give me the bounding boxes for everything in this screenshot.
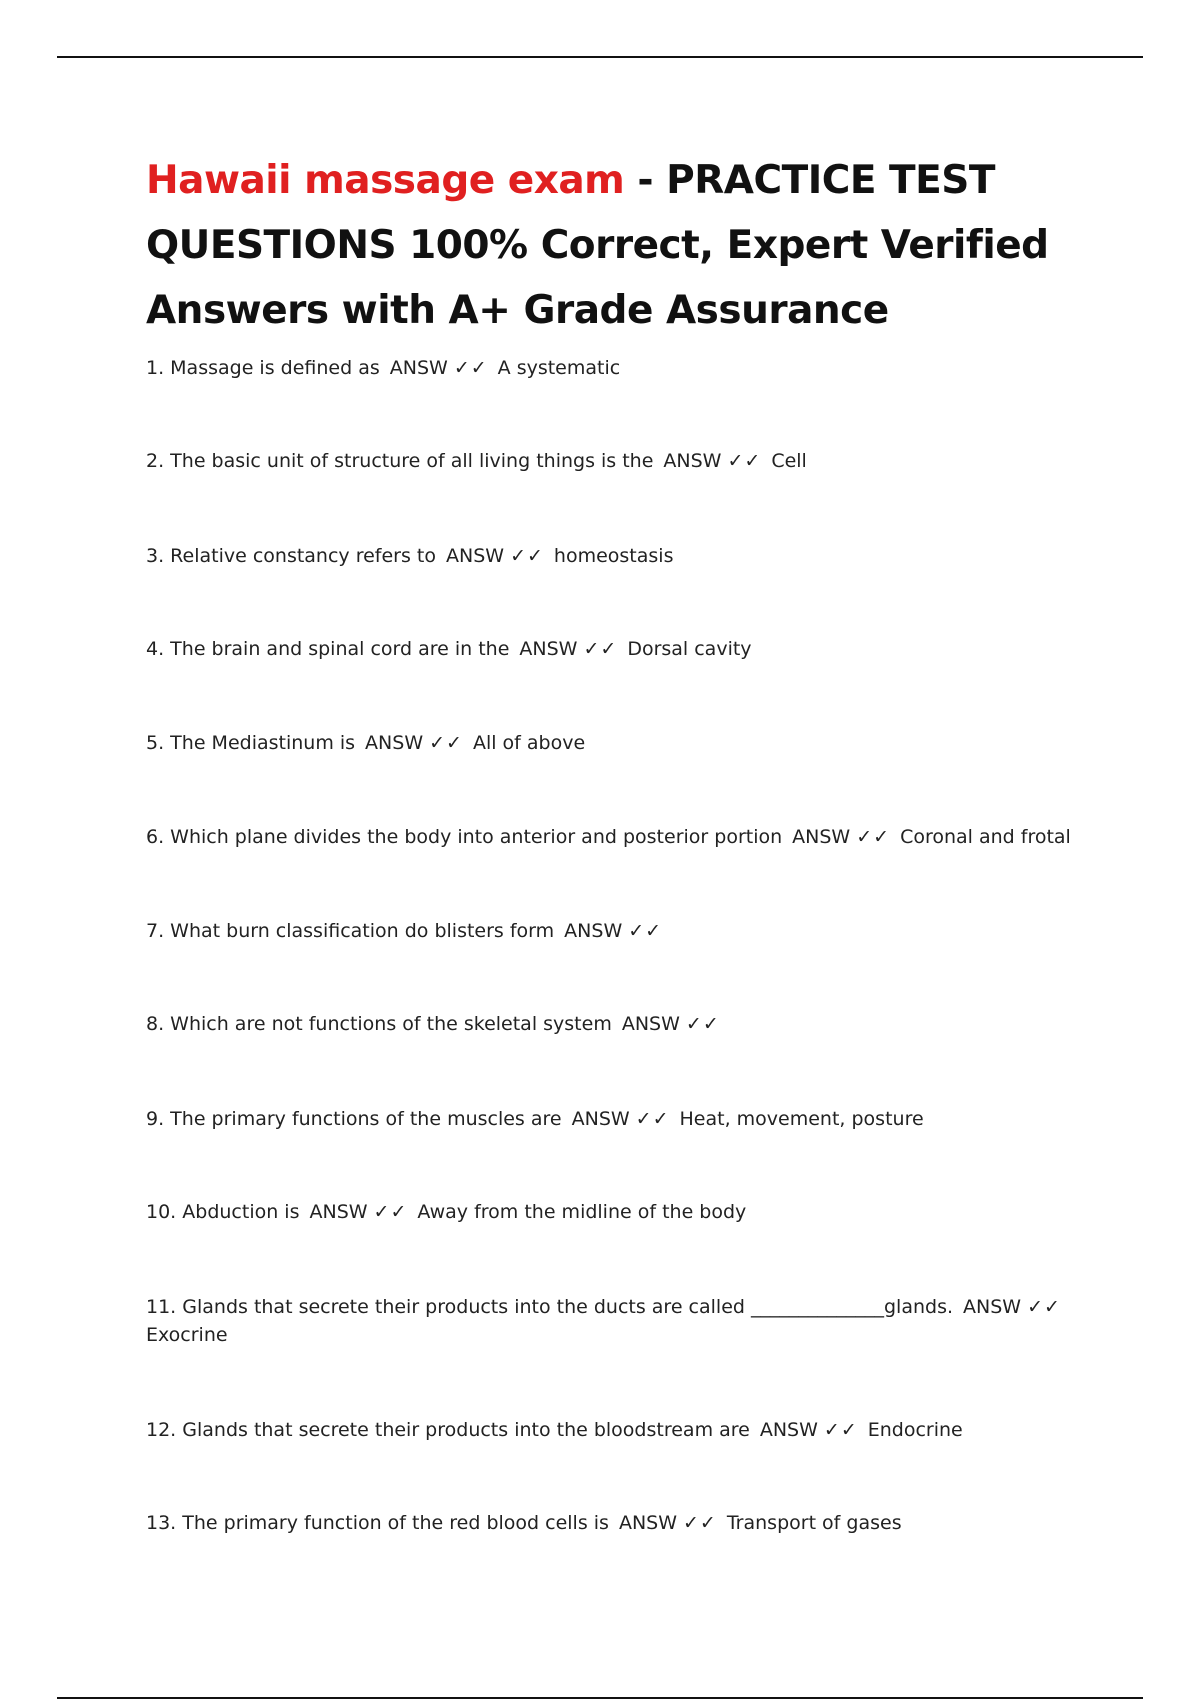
check-icon: ✓✓	[628, 920, 663, 942]
question-text: 9. The primary functions of the muscles are	[146, 1108, 562, 1130]
check-icon: ✓✓	[453, 357, 488, 379]
title-accent: Hawaii massage exam	[146, 158, 625, 203]
answer-marker: ANSW	[365, 732, 424, 754]
answer-marker: ANSW	[759, 1419, 818, 1441]
question-text: 3. Relative constancy refers to	[146, 545, 436, 567]
answer-text: Endocrine	[867, 1419, 963, 1441]
answer-marker: ANSW	[618, 1512, 678, 1534]
question-text: 13. The primary function of the red blood cells is	[146, 1512, 609, 1534]
check-icon: ✓✓	[823, 1419, 858, 1441]
question-item-2	[146, 447, 1086, 475]
check-icon: ✓✓	[510, 545, 544, 567]
answer-text: Exocrine	[146, 1324, 228, 1346]
answer-marker: ANSW	[519, 638, 578, 660]
answer-marker: ANSW	[963, 1296, 1022, 1318]
check-icon: ✓✓	[856, 826, 891, 848]
answer-marker: ANSW	[663, 450, 722, 472]
answer-marker: ANSW	[571, 1108, 630, 1130]
answer-marker: ANSW	[564, 920, 623, 942]
check-icon: ✓✓	[685, 1013, 720, 1035]
question-text: 6. Which plane divides the body into anterior and posterior portion	[146, 826, 783, 848]
question-text: 1. Massage is defined as	[146, 357, 380, 379]
title-text: - PRACTICE TEST QUESTIONS 100% Correct, Expert Verified Answers with A+ Grade Assurance	[146, 158, 1049, 333]
question-text: 10. Abduction is	[146, 1201, 300, 1223]
check-icon: ✓✓	[727, 450, 762, 472]
check-icon: ✓✓	[683, 1512, 717, 1534]
question-item-11	[146, 1293, 1086, 1349]
answer-marker: ANSW	[446, 545, 505, 567]
answer-text: Heat, movement, posture	[679, 1108, 924, 1130]
answer-text: Transport of gases	[726, 1512, 902, 1534]
answer-marker: ANSW	[389, 357, 448, 379]
answer-text: A systematic	[497, 357, 621, 379]
check-icon: ✓✓	[429, 732, 463, 754]
question-text: 7. What burn classification do blisters form	[146, 920, 555, 942]
question-item-7	[146, 917, 1086, 945]
answer-text: Cell	[771, 450, 807, 472]
answer-text: All of above	[472, 732, 586, 754]
question-item-1	[146, 354, 1086, 382]
check-icon: ✓✓	[635, 1108, 670, 1130]
question-text: 8. Which are not functions of the skeletal system	[146, 1013, 612, 1035]
check-icon: ✓✓	[583, 638, 618, 660]
question-text: 12. Glands that secrete their products into the bloodstream are	[146, 1419, 750, 1441]
question-item-9	[146, 1105, 1086, 1133]
answer-text: homeostasis	[553, 545, 674, 567]
answer-marker: ANSW	[621, 1013, 680, 1035]
bottom-divider	[57, 1697, 1143, 1699]
question-item-3	[146, 542, 1086, 570]
answer-text: Away from the midline of the body	[417, 1201, 747, 1223]
question-item-13	[146, 1509, 1086, 1537]
answer-marker: ANSW	[792, 826, 851, 848]
question-item-10	[146, 1198, 1086, 1226]
question-item-4	[146, 635, 1086, 663]
top-divider	[57, 56, 1143, 58]
question-text: 5. The Mediastinum is	[146, 732, 356, 754]
question-item-12	[146, 1416, 1086, 1444]
check-icon: ✓✓	[373, 1201, 408, 1223]
question-text: 11. Glands that secrete their products into the ducts are called ______________glands.	[146, 1296, 954, 1318]
check-icon: ✓✓	[1027, 1296, 1061, 1318]
answer-marker: ANSW	[309, 1201, 368, 1223]
question-item-8	[146, 1010, 1086, 1038]
question-text: 4. The brain and spinal cord are in the	[146, 638, 510, 660]
answer-text: Coronal and frotal	[900, 826, 1071, 848]
question-item-6	[146, 823, 1086, 851]
answer-text: Dorsal cavity	[627, 638, 752, 660]
question-text: 2. The basic unit of structure of all living things is the	[146, 450, 654, 472]
document-title	[146, 148, 1066, 343]
question-item-5	[146, 729, 1086, 757]
